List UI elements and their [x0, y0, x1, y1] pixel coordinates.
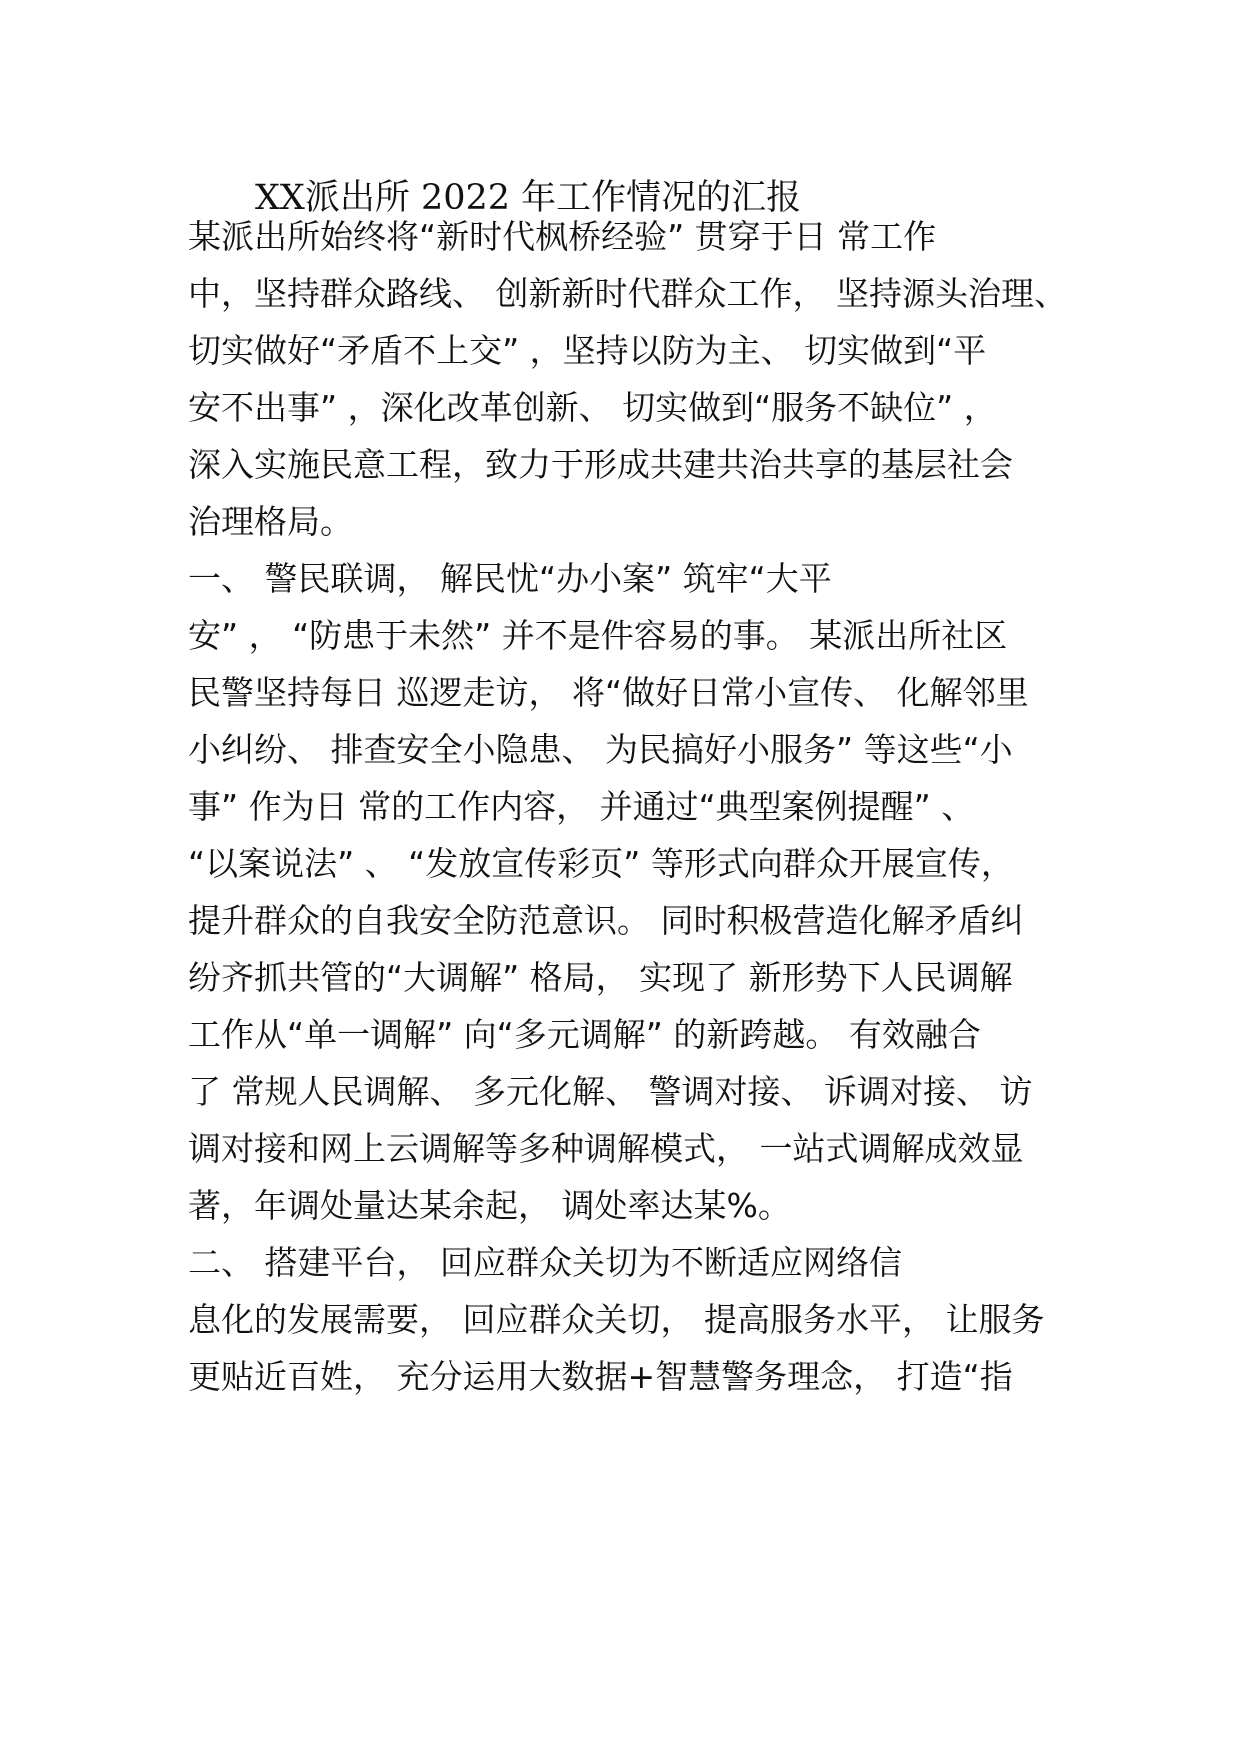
body-line-3: 切实做好“矛盾不上交” ，坚持以防为主、 切实做到“平	[188, 331, 987, 370]
body-line-16: 了 常规人民调解、 多元化解、 警调对接、 诉调对接、 访	[188, 1072, 1033, 1111]
body-line-14: 纷齐抓共管的“大调解” 格局， 实现了 新形势下人民调解	[188, 958, 1013, 997]
body-line-18: 著，年调处量达某余起， 调处率达某%。	[188, 1186, 791, 1225]
body-line-9: 民警坚持每日 巡逻走访， 将“做好日常小宣传、 化解邻里	[188, 673, 1029, 712]
body-line-19: 二、 搭建平台， 回应群众关切为不断适应网络信	[188, 1243, 902, 1282]
body-line-12: “以案说法” 、 “发放宣传彩页” 等形式向群众开展宣传，	[188, 844, 1014, 883]
body-line-2: 中，坚持群众路线、 创新新时代群众工作， 坚持源头治理、	[188, 274, 1067, 313]
body-line-17: 调对接和网上云调解等多种调解模式， 一站式调解成效显	[188, 1129, 1024, 1168]
body-line-4: 安不出事” ，深化改革创新、 切实做到“服务不缺位” ，	[188, 388, 997, 427]
body-line-6: 治理格局。	[188, 502, 353, 541]
body-line-20: 息化的发展需要， 回应群众关切， 提高服务水平， 让服务	[188, 1300, 1045, 1339]
body-line-15: 工作从“单一调解” 向“多元调解” 的新跨越。 有效融合	[188, 1015, 981, 1054]
body-line-8: 安” ， “防患于未然” 并不是件容易的事。 某派出所社区	[188, 616, 1008, 655]
body-line-21: 更贴近百姓， 充分运用大数据+智慧警务理念， 打造“指	[188, 1357, 1013, 1396]
body-line-5: 深入实施民意工程，致力于形成共建共治共享的基层社会	[188, 445, 1013, 484]
body-line-11: 事” 作为日 常的工作内容， 并通过“典型案例提醒” 、	[188, 787, 975, 826]
body-line-13: 提升群众的自我安全防范意识。 同时积极营造化解矛盾纠	[188, 901, 1024, 940]
body-line-7: 一、 警民联调， 解民忧“办小案” 筑牢“大平	[188, 559, 832, 598]
document-title: XX派出所 2022 年工作情况的汇报	[255, 178, 802, 218]
body-line-1: 某派出所始终将“新时代枫桥经验” 贯穿于日 常工作	[188, 217, 937, 256]
body-line-10: 小纠纷、 排查安全小隐患、 为民搞好小服务” 等这些“小	[188, 730, 1013, 769]
